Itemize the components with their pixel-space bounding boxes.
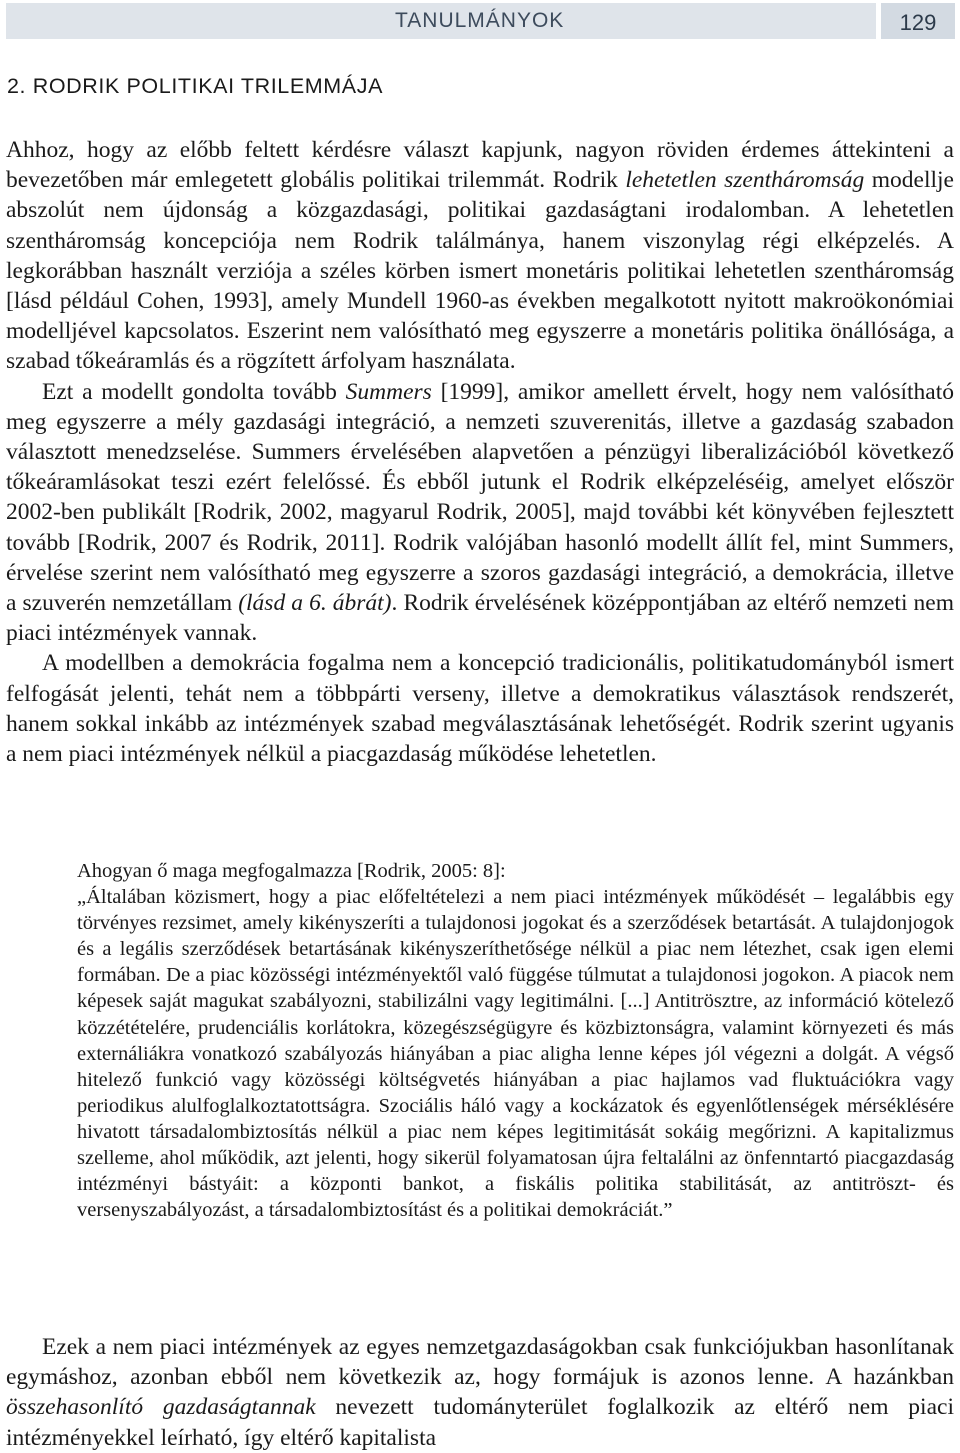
paragraph-2-part-c: [1999], amikor amellett érvelt, hogy nem valósítható meg egyszerre a mély gazdasági integráció, a nemzeti szuverenitás, illetve a gazdaság szabadon választott menedzselése. Summers érvelésében alapvetően a pénzügyi liberalizációból következő tőkeáramlásokat teszi ezért felelőssé. És ebből jutunk el Rodrik elképzeléséig, amelyet először 2002-ben publikált [Rodrik, 2002, magyarul Rodrik, 2005], majd további két könyvében fejlesztett tovább [Rodrik, 2007 és Rodrik, 2011]. Rodrik valójában hasonló modellt állít fel, mint Summers, érvelése szerint nem valósítható meg egyszerre a szoros gazdasági integráció, a demokrácia, illetve a szuverén nemzetállam: [6, 378, 954, 617]
section-heading: 2. RODRIK POLITIKAI TRILEMMÁJA: [7, 74, 384, 98]
paragraph-1-part-a: Ahhoz, hogy az előbb feltett kérdésre választ kapjunk, nagyon röviden érdemes áttekinteni a bevezetőben már emlegetett globális politikai trilemmát. Rodrik: [6, 137, 954, 194]
running-header-bar: [6, 3, 876, 39]
quote-intro: Ahogyan ő maga megfogalmazza [Rodrik, 2005: 8]:: [77, 860, 506, 882]
quote-body: „Általában közismert, hogy a piac előfeltételezi a nem piaci intézmények működését – legalábbis egy törvényes rezsimet, amely kikényszeríti a tulajdonosi jogokat és a szerződések betartását. A tulajdonjogok és a legális szerződések betartásának kikényszeríthetősége nélkül a piac nem létezhet, csak igen elemi formában. De a piac közösségi intézményektől való függése túlmutat a tulajdonosi jogokon. A piacok nem képesek saját magukat szabályozni, stabilizálni vagy legitimálni. [...] Antitrösztre, az információ kötelező közzétételére, prudenciális korlátokra, közegészségügyre és közbiztonságra, valamint környezeti és más externáliákra vonatkozó szabályozás hiányában a piac aligha lenne képes jól végezni a dolgát. A végső hitelező funkció vagy közösségi költségvetés hiányában a piac hajlamos vad fluktuációkra vagy periodikus alulfoglalkoztatottságra. Szociális háló vagy a kockázatok és egyenlőtlenségek mérséklésére hivatott társadalombiztosítás nélkül a piac nem képes legitimitását sokáig megőrizni. A kapitalizmus szelleme, ahol működik, azt jelenti, hogy sikerül folyamatosan újra feltalálni az önfenntartó piacgazdaság intézményi bástyáit: a központi bankot, a fiskális politika stabilitását, az antitröszt- és versenyszabályozást, a társadalombiztosítást és a politikai demokráciát.”: [77, 886, 954, 1222]
running-header-section: TANULMÁNYOK: [395, 9, 565, 32]
paragraph-1-part-c: modellje abszolút nem újdonság a közgazdasági, politikai gazdaságtani irodalomban. A lehetetlen szentháromság koncepciója nem Rodrik találmánya, hanem viszonylag régi elképzelés. A legkorábban használt verziója a széles körben ismert monetáris politikai lehetetlen szentháromság [lásd például Cohen, 1993], amely Mundell 1960-as években megalkotott nyitott makroökonómiai modelljével kapcsolatos. Eszerint nem valósítható meg egyszerre a monetáris politika önállósága, a szabad tőkeáramlás és a rögzített árfolyam használata.: [6, 167, 954, 375]
paragraph-4-part-a: Ezek a nem piaci intézmények az egyes nemzetgazdaságokban csak funkciójukban hasonlítanak egymáshoz, azonban ebből nem következik az, hogy formájuk is azonos lenne. A hazánkban: [6, 1334, 954, 1391]
block-quote: [77, 858, 954, 1223]
paragraph-1-italic-term: lehetetlen szentháromság: [625, 167, 865, 194]
body-text-top: [6, 135, 954, 769]
paragraph-2-figure-ref: (lásd a 6. ábrát): [238, 590, 392, 617]
paragraph-2-part-e: . Rodrik érvelésének középpontjában az eltérő nemzeti nem piaci intézmények vannak.: [6, 590, 954, 647]
paragraph-1: [6, 135, 954, 377]
paragraph-4-italic-term: összehasonlító gazdaságtannak: [6, 1394, 316, 1421]
paragraph-2-italic-author: Summers: [345, 378, 432, 405]
paragraph-2: [6, 377, 954, 649]
body-text-bottom: [6, 1332, 954, 1453]
paragraph-3: A modellben a demokrácia fogalma nem a koncepció tradicionális, politikatudományból ismert felfogását jelenti, tehát nem a többpárti verseny, illetve a demokratikus választások rendszerét, hanem sokkal inkább az intézmények szabad megválasztásának lehetőségét. Rodrik szerint ugyanis a nem piaci intézmények nélkül a piacgazdaság működése lehetetlen.: [6, 650, 954, 768]
paragraph-4: [6, 1332, 954, 1453]
page-number: 129: [881, 3, 955, 39]
paragraph-2-part-a: Ezt a modellt gondolta tovább: [42, 378, 346, 405]
paragraph-4-part-c: nevezett tudományterület foglalkozik az eltérő nem piaci intézményekkel leírható, így eltérő kapitalista: [6, 1394, 954, 1451]
